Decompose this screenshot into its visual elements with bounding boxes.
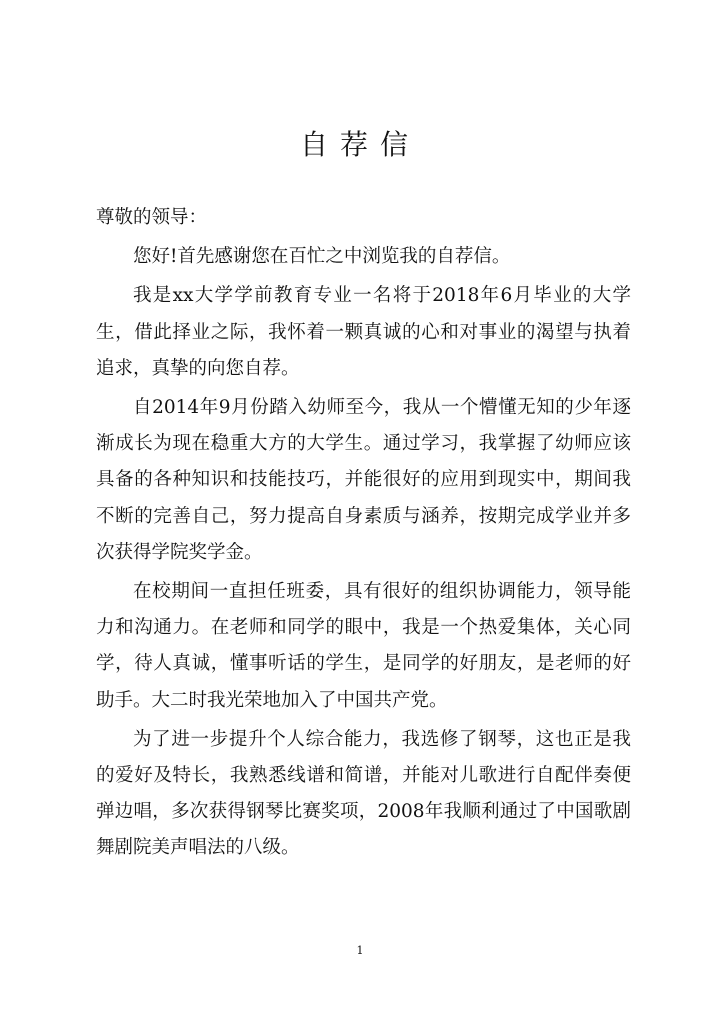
paragraph-introduction: 我是xx大学学前教育专业一名将于2018年6月毕业的大学生，借此择业之际，我怀着一颗真诚的心和对事业的渴望与执着追求，真挚的向您自荐。 [96,285,631,379]
paragraph-skills: 为了进一步提升个人综合能力，我选修了钢琴，这也正是我的爱好及特长，我熟悉线谱和简谱，并能对儿歌进行自配伴奏便弹边唱，多次获得钢琴比赛奖项，2008年我顺利通过了中国歌剧舞剧院美声唱法的八级。 [96,728,631,859]
letter-body [96,200,631,870]
paragraph-greeting: 您好!首先感谢您在百忙之中浏览我的自荐信。 [133,246,511,268]
paragraph-campus-roles: 在校期间一直担任班委，具有很好的组织协调能力，领导能力和沟通力。在老师和同学的眼中，我是一个热爱集体，关心同学，待人真诚，懂事听话的学生，是同学的好朋友，是老师的好助手。大二时我光荣地加入了中国共产党。 [96,581,631,711]
document-title: 自荐信 [299,128,420,161]
salutation: 尊敬的领导： [96,207,208,228]
page-number: 1 [356,944,364,957]
paragraph-study: 自2014年9月份踏入幼师至今，我从一个懵懂无知的少年逐渐成长为现在稳重大方的大学生。通过学习，我掌握了幼师应该具备的各种知识和技能技巧，并能很好的应用到现实中，期间我不断的完善自己，努力提高自身素质与涵养，按期完成学业并多次获得学院奖学金。 [96,397,631,563]
